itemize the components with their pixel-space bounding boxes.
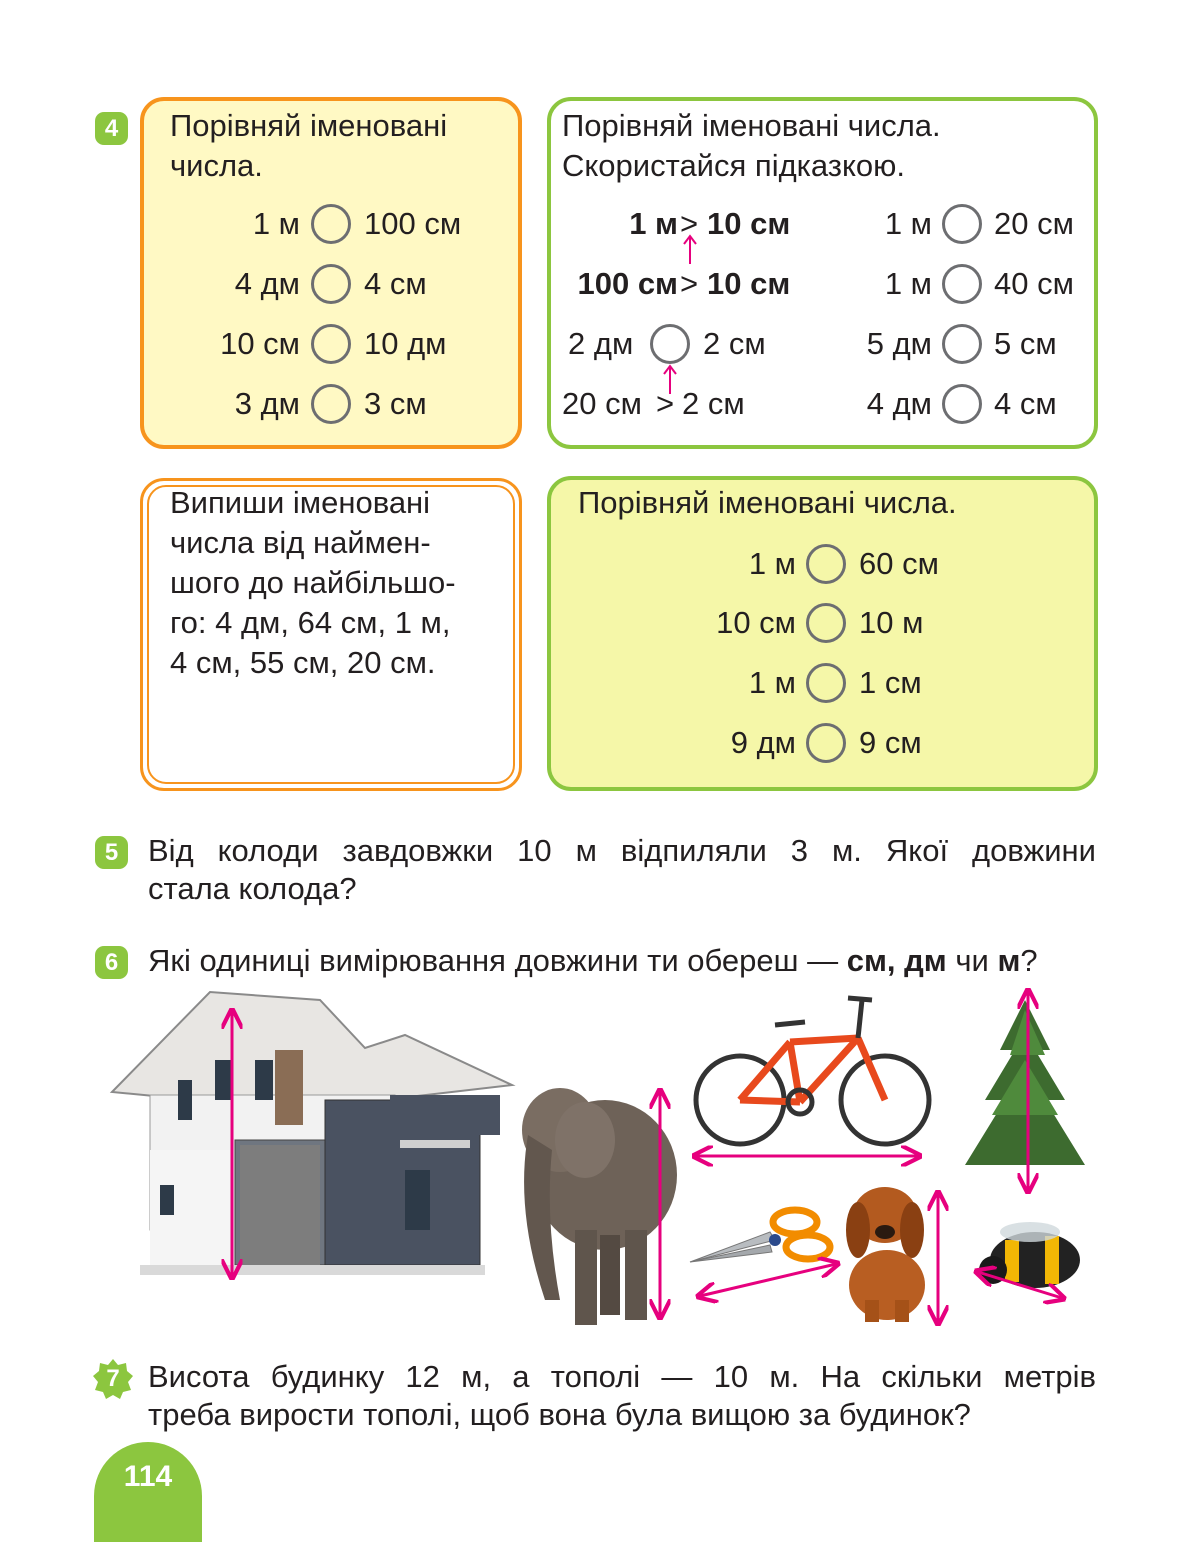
box-a-row-4-left: 3 дм	[234, 386, 300, 421]
box-d-row-1-right: 60 см	[859, 546, 939, 581]
box-d-row-1-compare-circle[interactable]	[806, 544, 846, 584]
scissors-image	[690, 1210, 830, 1262]
task-7-line-1: Висота будинку 12 м, а тополі — 10 м. На скільки метрів	[148, 1359, 1096, 1394]
box-a-row-1-right: 100 см	[364, 206, 462, 241]
hint-3-right: 2 см	[703, 326, 766, 361]
box-b-row-2-right: 40 см	[994, 266, 1074, 301]
task-4-number: 4	[95, 112, 128, 145]
fir-tree-image	[965, 1000, 1085, 1165]
task-6-number: 6	[95, 946, 128, 979]
hint-1-left: 1 м	[629, 206, 678, 241]
box-d-row-2-left: 10 см	[716, 605, 796, 640]
box-c-line-5: 4 см, 55 см, 20 см.	[170, 645, 436, 680]
dachshund-image	[846, 1187, 925, 1322]
task-6-text-before: Які одиниці вимірювання довжини ти обереш —	[148, 943, 847, 978]
box-c-line-2: числа від наймен-	[170, 525, 431, 560]
task-5-line-1: Від колоди завдовжки 10 м відпиляли 3 м. Якої довжини	[148, 833, 1096, 868]
box-b-row-4-left: 4 дм	[866, 386, 932, 421]
box-b-row-4-right: 4 см	[994, 386, 1057, 421]
box-d-row-1-left: 1 м	[748, 546, 796, 581]
box-b-instruction-1: Порівняй іменовані числа.	[562, 108, 941, 143]
hint-4-left: 20 см	[562, 386, 642, 421]
box-d-row-3-right: 1 см	[859, 665, 922, 700]
elephant-image	[522, 1088, 677, 1325]
hint-arrow-2	[664, 366, 676, 394]
box-d-row-4-left: 9 дм	[730, 725, 796, 760]
task-5-number: 5	[95, 836, 128, 869]
box-b-row-1-compare-circle[interactable]	[942, 204, 982, 244]
task-7-number: 7	[106, 1365, 120, 1392]
hint-2-left: 100 см	[577, 266, 678, 301]
box-c-line-4: го: 4 дм, 64 см, 1 м,	[170, 605, 451, 640]
hint-2-right: 10 см	[707, 266, 791, 301]
box-b-instruction-2: Скористайся підказкою.	[562, 148, 906, 183]
box-d-instruction: Порівняй іменовані числа.	[578, 485, 957, 520]
box-b-row-2-left: 1 м	[884, 266, 932, 301]
hint-2-sign: >	[680, 266, 699, 301]
task-6-units-1: см, дм	[846, 943, 947, 978]
box-b-row-3-left: 5 дм	[866, 326, 932, 361]
box-b-row-4-compare-circle[interactable]	[942, 384, 982, 424]
hint-1-right: 10 см	[707, 206, 791, 241]
box-d-row-3-left: 1 м	[748, 665, 796, 700]
hint-4-sign: >	[656, 386, 675, 421]
box-d-row-3-compare-circle[interactable]	[806, 663, 846, 703]
hint-4-right: 2 см	[682, 386, 745, 421]
bicycle-image	[696, 998, 929, 1144]
box-a-row-4-right: 3 см	[364, 386, 427, 421]
box-c-line-3: шого до найбільшо-	[170, 565, 456, 600]
house-image	[112, 992, 512, 1275]
hint-arrow-1	[684, 236, 696, 264]
hint-1-sign: >	[680, 206, 699, 241]
box-b-row-2-compare-circle[interactable]	[942, 264, 982, 304]
box-a-row-1-left: 1 м	[252, 206, 300, 241]
box-a-row-3-left: 10 см	[220, 326, 300, 361]
task-6-question	[148, 942, 1038, 980]
task-6-text-mid: чи	[946, 943, 998, 978]
box-d-row-4-compare-circle[interactable]	[806, 723, 846, 763]
box-b-row-3-compare-circle[interactable]	[942, 324, 982, 364]
box-d-row-2-right: 10 м	[859, 605, 924, 640]
scissors-length-arrow	[700, 1264, 836, 1296]
box-a-instruction-2: числа.	[170, 148, 263, 183]
box-b-row-1-right: 20 см	[994, 206, 1074, 241]
box-a-row-2-left: 4 дм	[234, 266, 300, 301]
box-d-row-2-compare-circle[interactable]	[806, 603, 846, 643]
task-7-line-2: треба вирости тополі, щоб вона була вищою за будинок?	[148, 1397, 971, 1432]
box-a-row-3-right: 10 дм	[364, 326, 447, 361]
box-b-row-3-right: 5 см	[994, 326, 1057, 361]
task-5-line-2: стала колода?	[148, 871, 357, 906]
task-6-units-2: м	[997, 943, 1021, 978]
box-d-row-4-right: 9 см	[859, 725, 922, 760]
task-6-text-after: ?	[1020, 943, 1038, 978]
page-number: 114	[94, 1442, 202, 1542]
hint-3-left: 2 дм	[568, 326, 634, 361]
box-c-line-1: Випиши іменовані	[170, 485, 431, 520]
task-6-illustrations	[0, 980, 1181, 1340]
box-a-instruction-1: Порівняй іменовані	[170, 108, 448, 143]
box-a-row-2-right: 4 см	[364, 266, 427, 301]
box-b-row-1-left: 1 м	[884, 206, 932, 241]
